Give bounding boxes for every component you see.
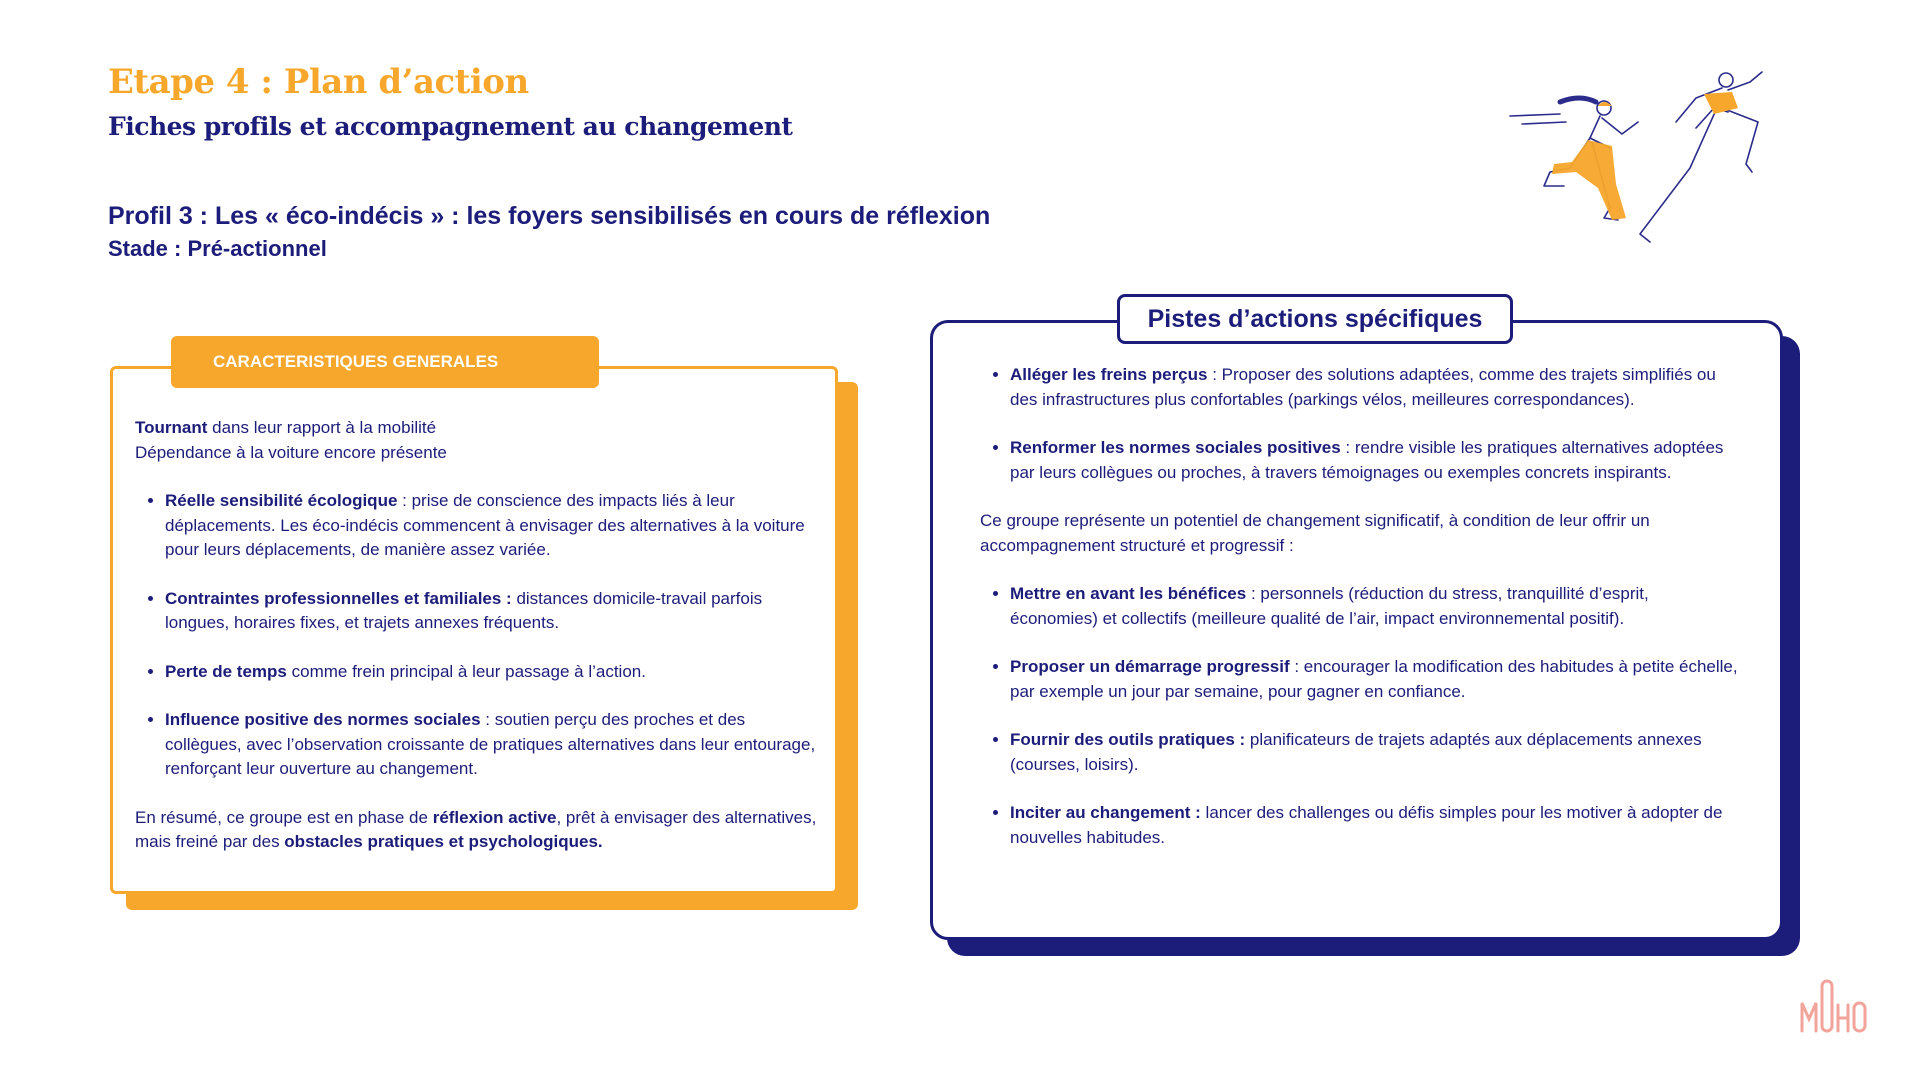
actions-list-a [980, 363, 1740, 485]
item-bold: Contraintes professionnelles et familiales : [165, 588, 512, 608]
running-people-illustration [1500, 68, 1780, 258]
intro-line-1 [135, 416, 825, 441]
summary-bold-2: obstacles pratiques et psychologiques. [284, 832, 603, 851]
item-text: : Proposer des solutions adaptées, comme des trajets simplifiés ou des infrastructures plus confortables (parkings vélos, meilleures correspondances). [1010, 365, 1716, 409]
list-item [165, 489, 825, 563]
item-bold: Fournir des outils pratiques : [1010, 730, 1246, 749]
item-text: comme frein principal à leur passage à l’action. [286, 661, 646, 681]
moho-logo [1798, 975, 1870, 1035]
item-text: : rendre visible les pratiques alternatives adoptées par leurs collègues ou proches, à travers témoignages ou exemples concrets inspirants. [1010, 438, 1724, 482]
page-subtitle: Fiches profils et accompagnement au changement [108, 112, 793, 141]
item-bold: Alléger les freins perçus [1010, 365, 1208, 384]
intro-rest: dans leur rapport à la mobilité [207, 418, 437, 437]
summary-bold-1: réflexion active [432, 807, 557, 827]
item-text: distances domicile-travail parfois longues, horaires fixes, et trajets annexes fréquents. [165, 588, 763, 632]
middle-paragraph: Ce groupe représente un potentiel de changement significatif, à condition de leur offrir un accompagnement structuré et progressif : [980, 511, 1650, 555]
list-item [1010, 728, 1740, 777]
item-bold: Proposer un démarrage progressif [1010, 657, 1290, 676]
item-bold: Réelle sensibilité écologique [165, 491, 398, 510]
list-item [1010, 655, 1740, 704]
summary-paragraph [135, 806, 825, 855]
item-bold: Mettre en avant les bénéfices [1010, 584, 1247, 603]
actions-list-b [980, 582, 1740, 850]
characteristics-tab: CARACTERISTIQUES GENERALES [171, 336, 599, 388]
item-text: : prise de conscience des impacts liés à leur déplacements. Les éco-indécis commencent à envisager des alternatives à la voiture pour leurs déplacements, de manière assez variée. [165, 491, 805, 559]
item-text: : encourager la modification des habitudes à petite échelle, par exemple un jour par semaine, pour gagner en confiance. [1010, 657, 1738, 701]
intro-line-2: Dépendance à la voiture encore présente [135, 442, 447, 462]
list-item [165, 587, 825, 636]
item-bold: Perte de temps [165, 661, 287, 681]
item-text: planificateurs de trajets adaptés aux déplacements annexes (courses, loisirs). [1010, 730, 1702, 774]
item-bold: Inciter au changement : [1010, 803, 1201, 822]
actions-tab: Pistes d’actions spécifiques [1117, 294, 1513, 344]
summary-text-2: , prêt à envisager des alternatives, mais freiné par des [135, 807, 817, 851]
item-text: lancer des challenges ou défis simples pour les motiver à adopter de nouvelles habitudes. [1010, 803, 1723, 847]
list-item [165, 660, 825, 685]
intro-bold: Tournant [135, 418, 208, 437]
characteristics-list [135, 489, 825, 782]
page-title: Etape 4 : Plan d’action [108, 62, 529, 102]
item-text: : personnels (réduction du stress, tranquillité d’esprit, économies) et collectifs (meilleure qualité de l’air, impact environnemental positif). [1010, 584, 1649, 628]
item-bold: Influence positive des normes sociales [165, 710, 481, 729]
list-item [1010, 363, 1740, 412]
list-item [1010, 801, 1740, 850]
profile-heading: Profil 3 : Les « éco-indécis » : les foyers sensibilisés en cours de réflexion [108, 202, 991, 230]
list-item [1010, 582, 1740, 631]
item-bold: Renformer les normes sociales positives [1010, 438, 1341, 457]
list-item [165, 708, 825, 782]
stage-heading: Stade : Pré-actionnel [108, 236, 327, 261]
actions-content [980, 363, 1740, 874]
list-item [1010, 436, 1740, 485]
item-text: : soutien perçu des proches et des collègues, avec l’observation croissante de pratiques alternatives dans leur entourage, renforçant leur ouverture au changement. [165, 710, 816, 778]
characteristics-content [135, 416, 825, 855]
summary-text-1: En résumé, ce groupe est en phase de [135, 807, 433, 827]
